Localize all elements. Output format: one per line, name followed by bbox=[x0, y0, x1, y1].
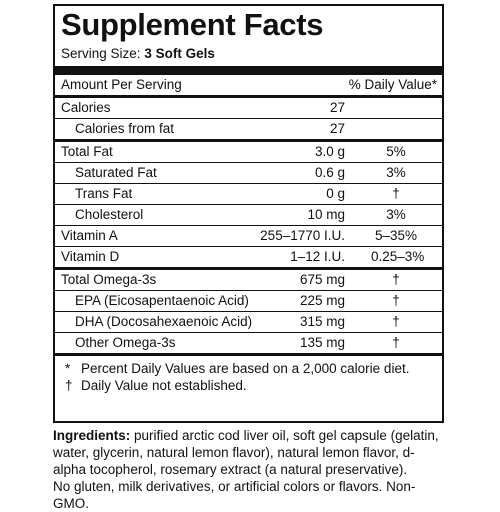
nutrient-amount: 0.6 g bbox=[314, 165, 345, 180]
nutrient-amount: 3.0 g bbox=[314, 144, 345, 159]
nutrient-daily-value: 3% bbox=[386, 165, 406, 180]
nutrient-daily-value: 5% bbox=[386, 144, 406, 159]
nutrient-name: Trans Fat bbox=[75, 186, 133, 201]
ingredients-label: Ingredients: bbox=[53, 428, 131, 443]
nutrient-row bbox=[55, 184, 442, 205]
nutrient-row bbox=[55, 226, 442, 247]
footnote-text: Percent Daily Values are based on a 2,000 calorie diet. bbox=[81, 361, 410, 376]
nutrient-daily-value: 5–35% bbox=[374, 228, 418, 243]
nutrient-amount: 135 mg bbox=[299, 335, 345, 350]
nutrient-name: Vitamin D bbox=[61, 249, 120, 264]
nutrient-row bbox=[55, 333, 442, 356]
ingredients-text: purified arctic cod liver oil, soft gel capsule (gelatin, water, glycerin, natural lemon flavor), natural lemon flavor, d-alpha tocopherol, rosemary extract (a natural preservative). bbox=[53, 428, 439, 477]
nutrient-amount: 225 mg bbox=[299, 293, 345, 308]
nutrient-amount: 27 bbox=[329, 100, 345, 115]
nutrient-row bbox=[55, 98, 442, 119]
nutrient-amount: 675 mg bbox=[299, 272, 345, 287]
footnote-daily-values bbox=[61, 360, 436, 377]
footnotes bbox=[61, 356, 436, 394]
nutrient-row bbox=[55, 247, 442, 270]
nutrient-daily-value: 3% bbox=[386, 207, 406, 222]
nutrient-daily-value: † bbox=[392, 335, 400, 350]
nutrient-name: Other Omega-3s bbox=[75, 335, 176, 350]
serving-size-label: Serving Size: bbox=[61, 46, 141, 61]
nutrient-amount: 255–1770 I.U. bbox=[260, 228, 345, 243]
nutrient-name: Total Fat bbox=[61, 144, 113, 159]
nutrient-daily-value: † bbox=[392, 186, 400, 201]
nutrient-row bbox=[55, 291, 442, 312]
nutrient-rows bbox=[61, 98, 436, 356]
nutrient-name: EPA (Eicosapentaenoic Acid) bbox=[75, 293, 249, 308]
nutrient-row bbox=[55, 312, 442, 333]
nutrient-name: Total Omega-3s bbox=[61, 272, 157, 287]
nutrient-amount: 27 bbox=[329, 121, 345, 136]
nutrient-daily-value: † bbox=[392, 293, 400, 308]
nutrient-amount: 0 g bbox=[326, 186, 345, 201]
nutrient-name: Calories bbox=[61, 100, 111, 115]
nutrient-name: Saturated Fat bbox=[75, 165, 157, 180]
ingredients-paragraph bbox=[53, 427, 445, 478]
supplement-facts-panel bbox=[53, 4, 444, 423]
nutrient-name: Cholesterol bbox=[75, 207, 144, 222]
nutrient-amount: 315 mg bbox=[299, 314, 345, 329]
daily-value-header: % Daily Value* bbox=[348, 77, 437, 92]
serving-size bbox=[55, 44, 442, 75]
nutrient-row bbox=[55, 205, 442, 226]
nutrient-row bbox=[55, 119, 442, 142]
free-from-statement: No gluten, milk derivatives, or artificial colors or flavors. Non-GMO. bbox=[53, 479, 416, 511]
nutrient-daily-value: † bbox=[392, 314, 400, 329]
nutrient-name: Vitamin A bbox=[61, 228, 118, 243]
footnote-symbol: * bbox=[65, 361, 71, 376]
nutrient-row bbox=[55, 270, 442, 291]
footnote-text: Daily Value not established. bbox=[81, 378, 247, 393]
footnote-not-established bbox=[61, 377, 436, 394]
column-header-row bbox=[55, 75, 442, 98]
nutrient-name: DHA (Docosahexaenoic Acid) bbox=[75, 314, 253, 329]
serving-size-value: 3 Soft Gels bbox=[144, 46, 215, 61]
ingredients-block bbox=[53, 427, 445, 512]
nutrient-name: Calories from fat bbox=[75, 121, 175, 136]
nutrient-daily-value: 0.25–3% bbox=[371, 249, 425, 264]
nutrient-amount: 1–12 I.U. bbox=[290, 249, 345, 264]
nutrient-row bbox=[55, 142, 442, 163]
nutrient-daily-value: † bbox=[392, 272, 400, 287]
footnote-symbol: † bbox=[65, 378, 73, 393]
panel-title: Supplement Facts bbox=[61, 7, 324, 42]
nutrient-row bbox=[55, 163, 442, 184]
nutrient-amount: 10 mg bbox=[307, 207, 345, 222]
amount-per-serving-header: Amount Per Serving bbox=[61, 77, 182, 92]
